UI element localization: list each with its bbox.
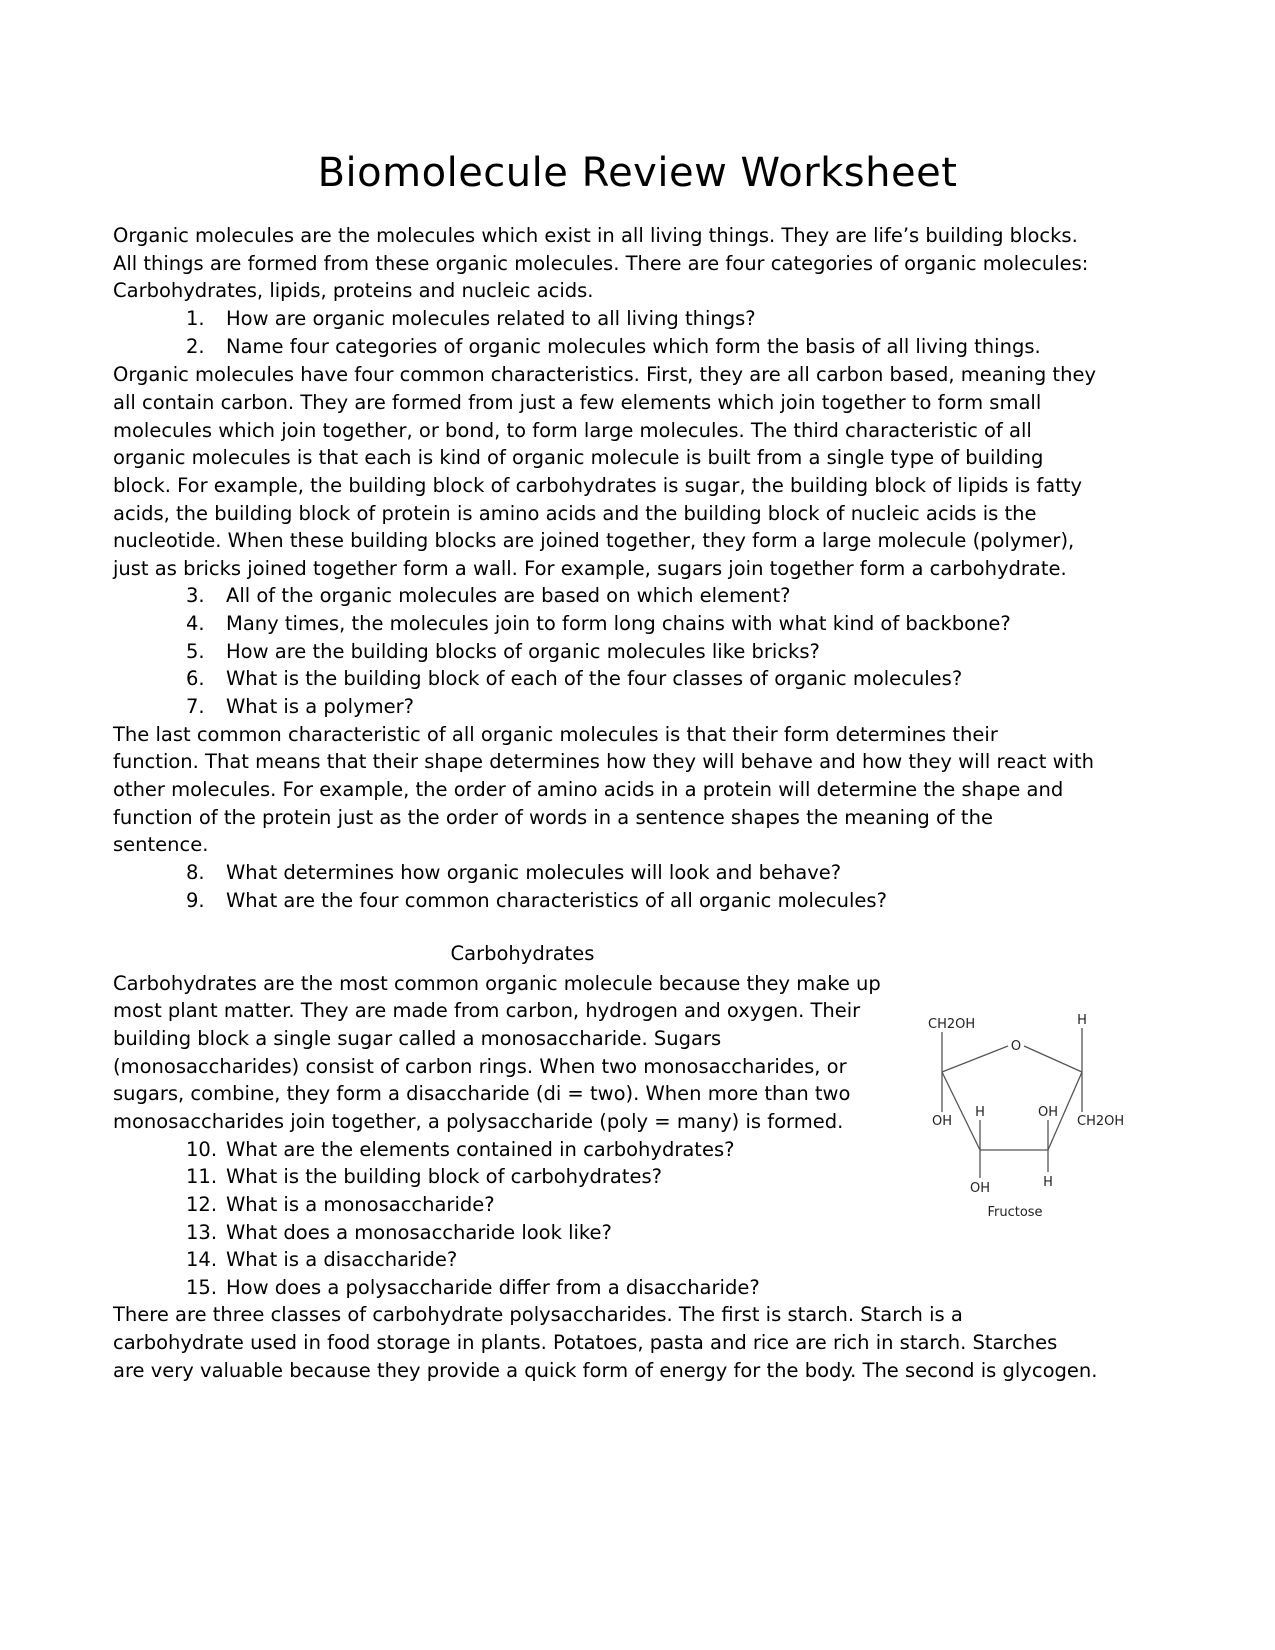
- question-text: What does a monosaccharide look like?: [226, 1221, 612, 1244]
- question-item: [186, 887, 887, 915]
- question-text: What is a polymer?: [226, 695, 414, 718]
- question-number: 5.: [186, 640, 205, 663]
- ring-bond: [1024, 1046, 1082, 1072]
- question-item: [186, 638, 820, 666]
- question-text: What is a monosaccharide?: [226, 1193, 495, 1216]
- question-item: [186, 610, 1011, 638]
- label-bottom-right: H: [1043, 1175, 1053, 1190]
- question-item: [186, 693, 414, 721]
- question-number: 1.: [186, 307, 205, 330]
- paragraph-line: block. For example, the building block of carbohydrates is sugar, the building block of lipids is fatty: [113, 474, 1083, 497]
- question-item: [186, 1191, 495, 1219]
- question-number: 13.: [186, 1221, 218, 1244]
- section-heading-carbohydrates: Carbohydrates: [450, 942, 595, 965]
- paragraph-line: sentence.: [113, 833, 209, 856]
- intro-line: All things are formed from these organic molecules. There are four categories of organic molecules:: [113, 252, 1089, 275]
- paragraph-line: just as bricks joined together form a wall. For example, sugars join together form a carbohydrate.: [113, 557, 1067, 580]
- question-number: 10.: [186, 1138, 218, 1161]
- question-item: [186, 1163, 662, 1191]
- label-top-left: CH2OH: [928, 1017, 976, 1032]
- question-text: What are the four common characteristics of all organic molecules?: [226, 889, 887, 912]
- paragraph-line: acids, the building block of protein is amino acids and the building block of nucleic acids is the: [113, 502, 1037, 525]
- intro-line: Organic molecules are the molecules which exist in all living things. They are life’s building blocks.: [113, 224, 1078, 247]
- question-text: What is the building block of carbohydrates?: [226, 1165, 663, 1188]
- question-text: Many times, the molecules join to form long chains with what kind of backbone?: [226, 612, 1011, 635]
- question-number: 14.: [186, 1248, 218, 1271]
- question-item: [186, 1219, 612, 1247]
- label-inner-oh: OH: [1037, 1105, 1059, 1120]
- question-text: What determines how organic molecules will look and behave?: [226, 861, 842, 884]
- question-number: 7.: [186, 695, 205, 718]
- question-item: [186, 1274, 760, 1302]
- question-number: 6.: [186, 667, 205, 690]
- question-text: What are the elements contained in carbohydrates?: [226, 1138, 735, 1161]
- paragraph-line: most plant matter. They are made from carbon, hydrogen and oxygen. Their: [113, 999, 861, 1022]
- question-item: [186, 665, 962, 693]
- paragraph-line: The last common characteristic of all organic molecules is that their form determines their: [113, 723, 998, 746]
- label-right: CH2OH: [1077, 1114, 1125, 1129]
- paragraph-line: Carbohydrates are the most common organic molecule because they make up: [113, 972, 881, 995]
- question-item: [186, 859, 841, 887]
- question-item: [186, 1136, 734, 1164]
- intro-line: Carbohydrates, lipids, proteins and nucleic acids.: [113, 279, 594, 302]
- paragraph-line: molecules which join together, or bond, to form large molecules. The third characteristic of all: [113, 419, 1032, 442]
- label-bottom-left: OH: [969, 1181, 991, 1196]
- paragraph-line: are very valuable because they provide a quick form of energy for the body. The second is glycogen.: [113, 1359, 1098, 1382]
- fructose-structure-diagram: [900, 1010, 1140, 1220]
- paragraph-line: carbohydrate used in food storage in plants. Potatoes, pasta and rice are rich in starch. Starches: [113, 1331, 1058, 1354]
- question-text: Name four categories of organic molecules which form the basis of all living things.: [226, 335, 1041, 358]
- question-item: [186, 582, 790, 610]
- paragraph-line: function of the protein just as the order of words in a sentence shapes the meaning of the: [113, 806, 993, 829]
- question-number: 9.: [186, 889, 205, 912]
- question-text: How are organic molecules related to all living things?: [226, 307, 756, 330]
- question-text: What is a disaccharide?: [226, 1248, 458, 1271]
- page-title: Biomolecule Review Worksheet: [317, 150, 958, 196]
- question-number: 4.: [186, 612, 205, 635]
- paragraph-line: nucleotide. When these building blocks are joined together, they form a large molecule (polymer),: [113, 529, 1075, 552]
- diagram-caption: Fructose: [987, 1205, 1043, 1220]
- paragraph-line: sugars, combine, they form a disaccharide (di = two). When more than two: [113, 1082, 851, 1105]
- paragraph-line: (monosaccharides) consist of carbon rings. When two monosaccharides, or: [113, 1055, 847, 1078]
- question-number: 12.: [186, 1193, 218, 1216]
- question-text: How does a polysaccharide differ from a disaccharide?: [226, 1276, 760, 1299]
- question-text: All of the organic molecules are based on which element?: [226, 584, 791, 607]
- question-text: How are the building blocks of organic molecules like bricks?: [226, 640, 820, 663]
- question-item: [186, 305, 756, 333]
- paragraph-line: all contain carbon. They are formed from just a few elements which join together to form small: [113, 391, 1042, 414]
- label-ring-o: O: [1010, 1039, 1022, 1054]
- paragraph-line: other molecules. For example, the order of amino acids in a protein will determine the shape and: [113, 778, 1064, 801]
- paragraph-line: Organic molecules have four common characteristics. First, they are all carbon based, meaning they: [113, 363, 1096, 386]
- paragraph-line: organic molecules is that each is kind of organic molecule is built from a single type of building: [113, 446, 1044, 469]
- question-text: What is the building block of each of the four classes of organic molecules?: [226, 667, 963, 690]
- question-item: [186, 1246, 457, 1274]
- question-number: 15.: [186, 1276, 218, 1299]
- question-item: [186, 333, 1041, 361]
- question-number: 8.: [186, 861, 205, 884]
- paragraph-line: There are three classes of carbohydrate polysaccharides. The first is starch. Starch is a: [113, 1303, 963, 1326]
- paragraph-line: function. That means that their shape determines how they will behave and how they will react with: [113, 750, 1094, 773]
- label-top-right: H: [1077, 1013, 1087, 1028]
- question-number: 11.: [186, 1165, 218, 1188]
- paragraph-line: building block a single sugar called a monosaccharide. Sugars: [113, 1027, 722, 1050]
- ring-bond: [942, 1046, 1008, 1072]
- question-number: 3.: [186, 584, 205, 607]
- label-left-oh: OH: [931, 1114, 953, 1129]
- question-number: 2.: [186, 335, 205, 358]
- label-inner-h: H: [975, 1105, 985, 1120]
- paragraph-line: monosaccharides join together, a polysaccharide (poly = many) is formed.: [113, 1110, 844, 1133]
